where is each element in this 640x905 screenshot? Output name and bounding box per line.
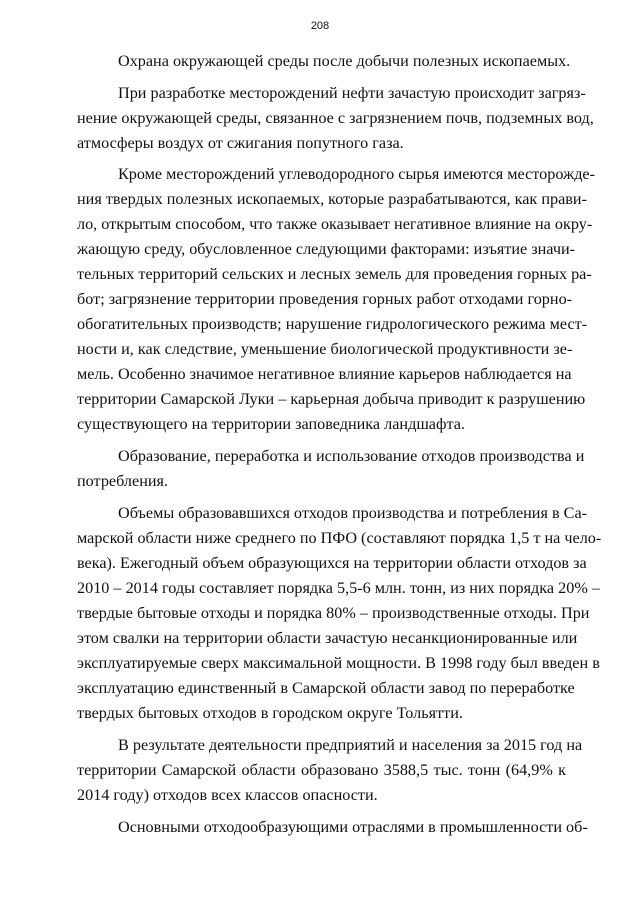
- text-line: территории Самарской области образовано 3588,5 тыс. тонн (64,9% к: [77, 761, 566, 779]
- text-line: 2014 году) отходов всех классов опасности.: [77, 786, 378, 804]
- text-line: твердых бытовых отходов в городском округе Тольятти.: [77, 704, 463, 722]
- text-line: века). Ежегодный объем образующихся на территории области отходов за: [77, 554, 587, 572]
- text-line: территории Самарской Луки – карьерная добыча приводит к разрушению: [77, 390, 586, 408]
- text-line: эксплуатируемые сверх максимальной мощности. В 1998 году был введен в: [77, 654, 600, 672]
- text-line: эксплуатацию единственный в Самарской области завод по переработке: [77, 679, 575, 697]
- text-line: ности и, как следствие, уменьшение биологической продуктивности зе-: [77, 340, 573, 358]
- text-line: твердые бытовые отходы и порядка 80% – производственные отходы. При: [77, 604, 590, 622]
- text-line: атмосферы воздух от сжигания попутного газа.: [77, 134, 404, 152]
- text-line: Кроме месторождений углеводородного сырья имеются месторожде-: [118, 165, 595, 183]
- text-line: Объемы образовавшихся отходов производства и потребления в Са-: [118, 504, 588, 522]
- page-number: 208: [310, 20, 330, 32]
- text-line: жающую среду, обусловленное следующими факторами: изъятие значи-: [77, 240, 576, 258]
- text-line: 2010 – 2014 годы составляет порядка 5,5-6 млн. тонн, из них порядка 20% –: [77, 579, 600, 597]
- text-line: марской области ниже среднего по ПФО (составляют порядка 1,5 т на чело-: [77, 529, 602, 547]
- section-heading-waste: Образование, переработка и использование отходов производства и: [118, 447, 585, 465]
- text-line: Основными отходообразующими отраслями в промышленности об-: [118, 818, 588, 836]
- text-line: При разработке месторождений нефти зачастую происходит загряз-: [118, 84, 586, 102]
- text-line: ло, открытым способом, что также оказывает негативное влияние на окру-: [77, 215, 593, 233]
- text-line: тельных территорий сельских и лесных земель для проведения горных ра-: [77, 265, 592, 283]
- text-line: нение окружающей среды, связанное с загрязнением почв, подземных вод,: [77, 109, 594, 127]
- text-line: этом свалки на территории области зачастую несанкционированные или: [77, 629, 578, 647]
- text-line: ния твердых полезных ископаемых, которые разрабатываются, как прави-: [77, 190, 587, 208]
- text-line: бот; загрязнение территории проведения горных работ отходами горно-: [77, 290, 573, 308]
- text-line: мель. Особенно значимое негативное влияние карьеров наблюдается на: [77, 365, 572, 383]
- text-line: В результате деятельности предприятий и населения за 2015 год на: [118, 736, 583, 754]
- section-heading-waste-cont: потребления.: [77, 472, 169, 490]
- text-line: существующего на территории заповедника ландшафта.: [77, 415, 465, 433]
- text-line: обогатительных производств; нарушение гидрологического режима мест-: [77, 315, 588, 333]
- section-heading-environment: Охрана окружающей среды после добычи полезных ископаемых.: [118, 52, 571, 70]
